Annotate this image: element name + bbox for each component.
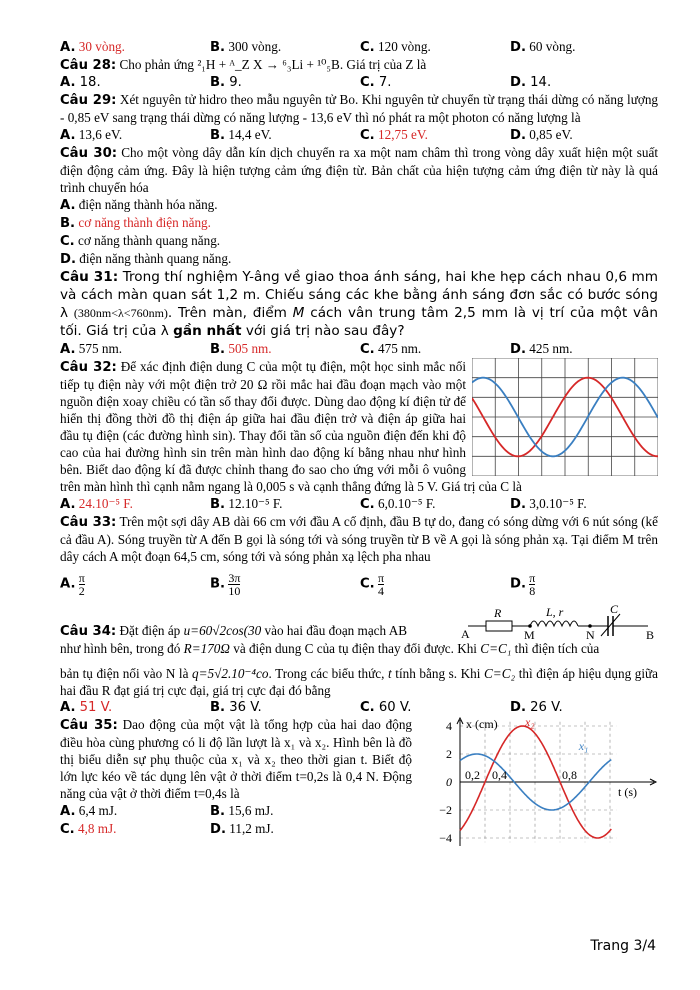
q28-opt-a[interactable]: A. 18. xyxy=(60,75,101,90)
circuit-label-lr: L, r xyxy=(546,605,564,619)
q27-options xyxy=(60,38,658,56)
q32-opt-b[interactable]: B. 12.10⁻⁵ F. xyxy=(210,496,283,512)
q33-opt-b[interactable]: B. $\frac{3\pi}{10}$ xyxy=(210,570,241,598)
q27-opt-d[interactable]: D. 60 vòng. xyxy=(510,39,576,55)
question-35: 4 2 0 −2 −4 x (cm) t (s) 0,2 0,4 0,8 x₂ x₁ Câu 35: Dao động của một vật là tổng hợp của hai dao động điều hòa cùng phương có li độ lần lượt là x₁ và x₂. Hình bên là đồ thị biểu diễn sự phụ thuộc của x₁ và x₂ theo thời gian t. Biết độ lớn lực kéo về tác dụng lên vật ở thời điểm t=0,2s là 0,4 N. Động năng của vật ở thời điểm t=0,4s là A. 6,4 mJ. B. 15,6 mJ. C. 4,8 mJ. D. 11,2 mJ. xyxy=(60,716,658,838)
q30-opt-c[interactable]: C. cơ năng thành quang năng. xyxy=(60,233,221,249)
q29-opt-a[interactable]: A. 13,6 eV. xyxy=(60,127,123,143)
circuit-diagram xyxy=(458,604,658,640)
circuit-label-r: R xyxy=(494,606,502,620)
q33-opt-c[interactable]: C. $\frac{\pi}{4}$ xyxy=(360,570,385,598)
y-tick-label: 4 xyxy=(446,719,452,733)
question-31: Câu 31: Trong thí nghiệm Y-âng về giao thoa ánh sáng, hai khe hẹp cách nhau 0,6 mm và cách màn quan sát 1,2 m. Chiếu sáng các khe bằng ánh sáng đơn sắc có bước sóng λ (380nm<λ<760nm). Trên màn, điểm M cách vân trung tâm 2,5 mm là vị trí của một vân tối. Giá trị của λ gần nhất với giá trị nào sau đây? A. 575 nm. B. 505 nm. C. 475 nm. D. 425 nm. xyxy=(60,269,659,357)
q27-opt-a[interactable]: A. 30 vòng. xyxy=(60,39,125,55)
q29-opt-c[interactable]: C. 12,75 eV. xyxy=(360,127,428,143)
legend-x2: x₂ xyxy=(525,716,535,729)
circuit-label-b: B xyxy=(646,628,655,640)
q28-opt-b[interactable]: B. 9. xyxy=(210,75,242,90)
q34-q-expression: q=5√2.10⁻⁴co xyxy=(192,666,269,681)
y-tick-label: −4 xyxy=(439,831,452,845)
q34-opt-a[interactable]: A. 51 V. xyxy=(60,700,113,715)
q31-opt-c[interactable]: C. 475 nm. xyxy=(360,341,422,357)
question-32: Câu 32: Để xác định điện dung C của một tụ điện, một học sinh mắc nối tiếp tụ điện này với một điện trở 20 Ω rồi mắc hai đầu đoạn mạch vào một nguồn điện xoay chiều có tần số thay đổi được. Dùng dao động kí điện tử để hiển thị đồng thời đồ thị điện áp giữa hai đầu điện trở và điện áp giữa hai đầu tụ điện (các đường hình sin). Thay đổi tần số của nguồn điện đến khi độ cao của hai đường hình sin trên màn hình dao động kí bằng nhau như hình bên. Biết dao động kí đã được chỉnh thang đo sao cho ứng với mỗi ô vuông trên màn hình thì cạnh nằm ngang là 0,005 s và cạnh thẳng đứng là 5 V. Giá trị của C là A. 24.10⁻⁵ F. B. 12.10⁻⁵ F. C. 6,0.10⁻⁵ F. D. 3,0.10⁻⁵ F. xyxy=(60,358,658,513)
q30-opt-b[interactable]: B. cơ năng thành điện năng. xyxy=(60,215,211,231)
q28-opt-d[interactable]: D. 14. xyxy=(510,75,552,90)
x-tick-label: 0,2 xyxy=(465,768,480,782)
page-footer: Trang 3/4 xyxy=(590,938,656,954)
circuit-label-c: C xyxy=(610,604,619,616)
q33-opt-a[interactable]: A. $\frac{\pi}{2}$ xyxy=(60,570,85,598)
q28-opt-c[interactable]: C. 7. xyxy=(360,75,392,90)
inductor-coil xyxy=(530,621,578,626)
q27-opt-c[interactable]: C. 120 vòng. xyxy=(360,39,431,55)
y-tick-label: 2 xyxy=(446,747,452,761)
q30-opt-d[interactable]: D. điện năng thành quang năng. xyxy=(60,251,232,267)
q34-opt-d[interactable]: D. 26 V. xyxy=(510,700,563,715)
q34-opt-b[interactable]: B. 36 V. xyxy=(210,700,262,715)
q35-opt-b[interactable]: B. 15,6 mJ. xyxy=(210,803,274,819)
y-tick-label: −2 xyxy=(439,803,452,817)
q32-opt-c[interactable]: C. 6,0.10⁻⁵ F. xyxy=(360,496,436,512)
question-33: Câu 33: Trên một sợi dây AB dài 66 cm với đầu A cố định, đầu B tự do, đang có sóng dừng với 6 nút sóng (kể cả đầu A). Sóng truyền từ A đến B gọi là sóng tới và sóng truyền từ B về A gọi là sóng phản xạ. Tại điểm M trên dây cách A một đoạn 64,5 cm, sóng tới và sóng phản xạ lệch pha nhau A. $\frac{\pi}{2}$ B. $\frac{3\pi}{10}$ C. $\frac{\pi}{4}$ D. $\frac{\pi}{8}$ xyxy=(60,514,658,598)
q34-opt-c[interactable]: C. 60 V. xyxy=(360,700,412,715)
resistor-r xyxy=(486,621,512,631)
question-29: Câu 29: Xét nguyên tử hidro theo mẫu nguyên tử Bo. Khi nguyên tử chuyển từ trạng thái dừng có năng lượng - 0,85 eV sang trạng thái dừng có năng lượng - 13,6 eV thì nó phát ra một photon có năng lượng là A. 13,6 eV. B. 14,4 eV. C. 12,75 eV. D. 0,85 eV. xyxy=(60,92,659,143)
circuit-label-n: N xyxy=(586,628,595,640)
question-28: Câu 28: Cho phản ứng ²₁H + ᴬ_Z X → ⁶₃Li + ¹⁰₅B. Giá trị của Z là A. 18. B. 9. C. 7. D. 14. xyxy=(60,56,658,91)
q29-opt-d[interactable]: D. 0,85 eV. xyxy=(510,127,573,143)
q31-opt-b[interactable]: B. 505 nm. xyxy=(210,341,272,357)
q32-opt-a[interactable]: A. 24.10⁻⁵ F. xyxy=(60,496,133,512)
y-axis-label: x (cm) xyxy=(466,717,498,731)
q34-u-expression: u=60√2cos(30 xyxy=(183,623,262,638)
q31-opt-a[interactable]: A. 575 nm. xyxy=(60,341,122,357)
q31-opt-d[interactable]: D. 425 nm. xyxy=(510,341,573,357)
q33-opt-d[interactable]: D. $\frac{\pi}{8}$ xyxy=(510,570,536,598)
oscilloscope-figure xyxy=(472,358,658,476)
x-tick-label: 0,8 xyxy=(562,768,577,782)
q35-opt-c[interactable]: C. 4,8 mJ. xyxy=(60,821,117,837)
q29-opt-b[interactable]: B. 14,4 eV. xyxy=(210,127,272,143)
q35-opt-d[interactable]: D. 11,2 mJ. xyxy=(210,821,274,837)
legend-x1: x₁ xyxy=(578,739,589,753)
q32-opt-d[interactable]: D. 3,0.10⁻⁵ F. xyxy=(510,496,587,512)
q28-reaction: ²₁H + ᴬ_Z X → ⁶₃Li + ¹⁰₅B xyxy=(197,57,340,72)
q35-opt-a[interactable]: A. 6,4 mJ. xyxy=(60,803,118,819)
x-axis-label: t (s) xyxy=(618,785,637,799)
question-30: Câu 30: Cho một vòng dây dẫn kín dịch chuyển ra xa một nam châm thì trong vòng dây xuất hiện một suất điện động cảm ứng. Đây là hiện tượng cảm ứng điện từ. Bản chất của hiện tượng cảm ứng điện từ này là quá trình chuyển hóa A. điện năng thành hóa năng. B. cơ năng thành điện năng. C. cơ năng thành quang năng. D. điện năng thành quang năng. xyxy=(60,145,659,267)
x1-x2-chart xyxy=(418,716,658,846)
circuit-label-m: M xyxy=(524,628,535,640)
question-34: Câu 34: Đặt điện áp u=60√2cos(30 vào hai đầu đoạn mạch AB A M N B R L, r C như hình bên, trong đó R=170Ω và điện dung C của tụ điện thay đổi được. Khi C=C₁ thì điện tích của bản tụ điện nối vào N là q=5√2.10⁻⁴co. Trong các biểu thức, t tính bằng s. Khi C=C₂ thì điện áp hiệu dụng giữa hai đầu R đạt giá trị cực đại, giá trị cực đại đó bằng A. 51 V. B. 36 V. C. 60 V. D. 26 V. xyxy=(60,604,659,715)
circuit-label-a: A xyxy=(461,627,470,640)
q27-opt-b[interactable]: B. 300 vòng. xyxy=(210,39,282,55)
x-tick-label: 0,4 xyxy=(492,768,507,782)
q30-opt-a[interactable]: A. điện năng thành hóa năng. xyxy=(60,197,218,213)
y-tick-label: 0 xyxy=(446,775,452,789)
